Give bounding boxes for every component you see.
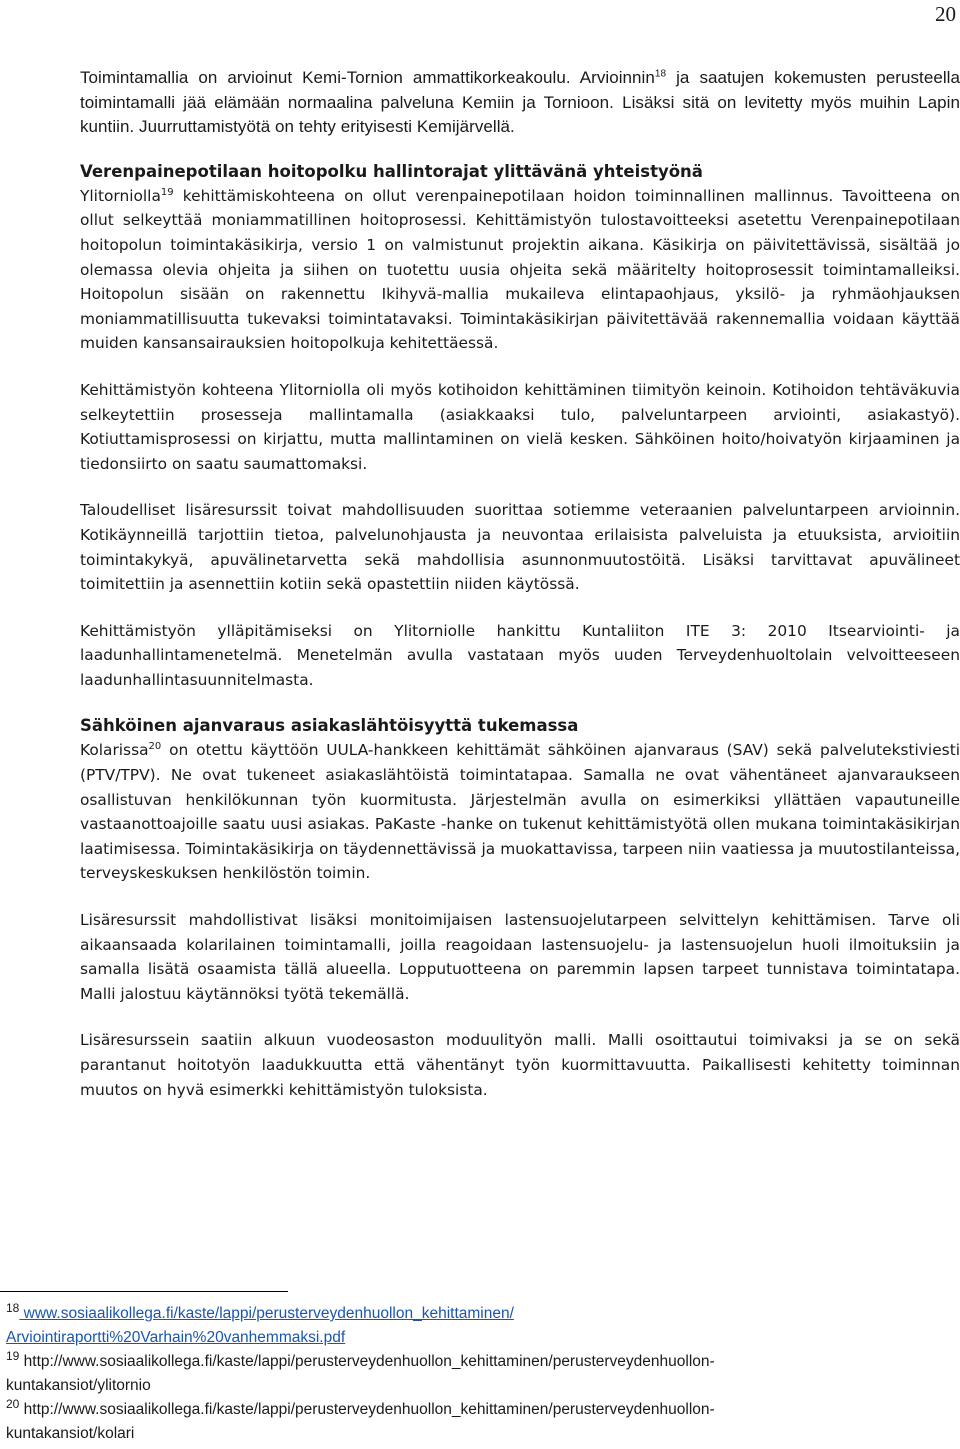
- paragraph-hypertension-care-path: Ylitorniolla$^{19}$ kehittämiskohteena on ollut verenpainepotilaan hoidon toiminnallinen mallinnus. Tavoitteena on ollut selkeyttää moniammatillinen hoitoprosessi. Kehittämistyön tulostavoitteeksi asetettu Verenpainepotilaan hoitopolun toimintakäsikirja, versio 1 on valmistunut projektin aikana. Käsikirja on päivitettävissä, sisältää jo olemassa olevia ohjeita ja siihen on tuotettu uusia ohjeita sekä määritelty hoitoprosessit toimintamalleiksi. Hoitopolun sisään on rakennettu Ikihyvä-mallia mukaileva elintapaohjaus, yksilö- ja ryhmäohjauksen moniammatillisuutta tukevaksi toimintatavaksi. Toimintakäsikirjan päivitettävää rakennemallia voidaan käyttää muiden kansansairauksien hoitopolkuja kehitettäessä.: [80, 186, 960, 353]
- footnote-url-19-cont: kuntakansiot/ylitornio: [6, 1377, 151, 1394]
- paragraph-evaluation: Toimintamallia on arvioinut Kemi-Tornion ammattikorkeakoulu. Arvioinnin$^{18}$ ja saatujen kokemusten perusteella toimintamalli jää elämään normaalina palveluna Kemiin ja Tornioon. Lisäksi sitä on levitetty myös muihin Lapin kuntiin. Juurruttamistyötä on tehty erityisesti Kemijärvellä.: [80, 68, 960, 137]
- footnote-19: [6, 1350, 956, 1398]
- footnote-number: 18: [6, 1300, 20, 1315]
- page-number: 20: [935, 2, 956, 26]
- footnote-20: [6, 1398, 956, 1446]
- paragraph-quality-management: Kehittämistyön ylläpitämiseksi on Ylitorniolle hankittu Kuntaliiton ITE 3: 2010 Itsearviointi- ja laadunhallintamenetelmä. Menetelmän avulla vastataan myös uuden Terveydenhuoltolain velvoitteeseen laadunhallintasuunnitelmasta.: [80, 621, 960, 689]
- paragraph-child-welfare: Lisäresurssit mahdollistivat lisäksi monitoimijaisen lastensuojelutarpeen selvittelyn kehittämisen. Tarve oli aikaansaada kolarilainen toimintamalli, joilla reagoidaan lastensuojelu- ja lastensuojelun huoli ilmoituksiin ja samalla lisätä osaamista tällä alueella. Lopputuotteena on paremmin lapsen tarpeet tunnistava toimintatapa. Malli jalostuu käytännöksi työtä tekemällä.: [80, 911, 960, 1003]
- footnote-url-20-cont: kuntakansiot/kolari: [6, 1425, 135, 1442]
- footnote-link-18[interactable]: www.sosiaalikollega.fi/kaste/lappi/perusterveydenhuollon_kehittaminen/: [19, 1305, 514, 1322]
- footnote-number: 20: [6, 1396, 20, 1411]
- section-heading-hypertension: Verenpainepotilaan hoitopolku hallintorajat ylittävänä yhteistyönä: [80, 161, 703, 181]
- footnote-url-20: http://www.sosiaalikollega.fi/kaste/lappi/perusterveydenhuollon_kehittaminen/perusterveydenhuollon-: [19, 1401, 715, 1418]
- footnote-number: 19: [6, 1348, 20, 1363]
- footnotes: [6, 1302, 956, 1446]
- paragraph-electronic-booking: Kolarissa$^{20}$ on otettu käyttöön UULA-hankkeen kehittämät sähköinen ajanvaraus (SAV) sekä palvelutekstiviesti (PTV/TPV). Ne ovat tukeneet asiakaslähtöistä toimintatapaa. Samalla ne ovat vähentäneet ajanvaraukseen osallistuvan henkilökunnan työn kuormitusta. Järjestelmän avulla on esimerkiksi yllättäen vapautuneille vastaanottoajoille saatu uusi asiakas. PaKaste -hanke on tukenut kehittämistyötä ollen mukana toimintakäsikirjan laatimisessa. Toimintakäsikirja on täydennettävissä ja muokattavissa, tarpeen niin vaatiessa ja muutostilanteissa, terveyskeskuksen henkilöstön toimin.: [80, 741, 960, 883]
- paragraph-ward-module: Lisäresurssein saatiin alkuun vuodeosaston moduulityön malli. Malli osoittautui toimivaksi ja se on sekä parantanut hoitotyön laadukkuutta että vähentänyt työn kuormittavuutta. Paikallisesti kehitetty toiminnan muutos on hyvä esimerkki kehittämistyön tuloksista.: [80, 1031, 960, 1099]
- footnote-url-19: http://www.sosiaalikollega.fi/kaste/lappi/perusterveydenhuollon_kehittaminen/perusterveydenhuollon-: [19, 1353, 715, 1370]
- page-content: [80, 66, 960, 1102]
- paragraph-veterans: Taloudelliset lisäresurssit toivat mahdollisuuden suorittaa sotiemme veteraanien palveluntarpeen arvioinnin. Kotikäynneillä tarjottiin tietoa, palvelunohjausta ja neuvontaa erilaisista palveluista ja etuuksista, arvioitiin toimintakykyä, apuvälinetarvetta sekä mahdollisia asunnonmuutostöitä. Lisäksi tarvittavat apuvälineet toimitettiin ja asennettiin kotiin sekä opastettiin niiden käytössä.: [80, 501, 960, 594]
- footnote-link-18-cont[interactable]: Arviointiraportti%20Varhain%20vanhemmaksi.pdf: [6, 1329, 346, 1346]
- section-heading-electronic-booking: Sähköinen ajanvaraus asiakaslähtöisyyttä tukemassa: [80, 716, 579, 736]
- footnote-18: [6, 1302, 956, 1350]
- footnote-ref-20[interactable]: 20: [148, 741, 162, 753]
- footnote-ref-18[interactable]: 18: [654, 68, 667, 80]
- paragraph-home-care: Kehittämistyön kohteena Ylitorniolla oli myös kotihoidon kehittäminen tiimityön keinoin. Kotihoidon tehtäväkuvia selkeytettiin prosesseja mallintamalla (asiakkaaksi tulo, palveluntarpeen arviointi, asiakastyö). Kotiuttamisprosessi on kirjattu, mutta mallintaminen on vielä kesken. Sähköinen hoito/hoivatyön kirjaaminen ja tiedonsiirto on saatu saumattomaksi.: [80, 380, 960, 473]
- footnote-divider: [0, 1291, 288, 1292]
- footnote-ref-19[interactable]: 19: [160, 186, 174, 198]
